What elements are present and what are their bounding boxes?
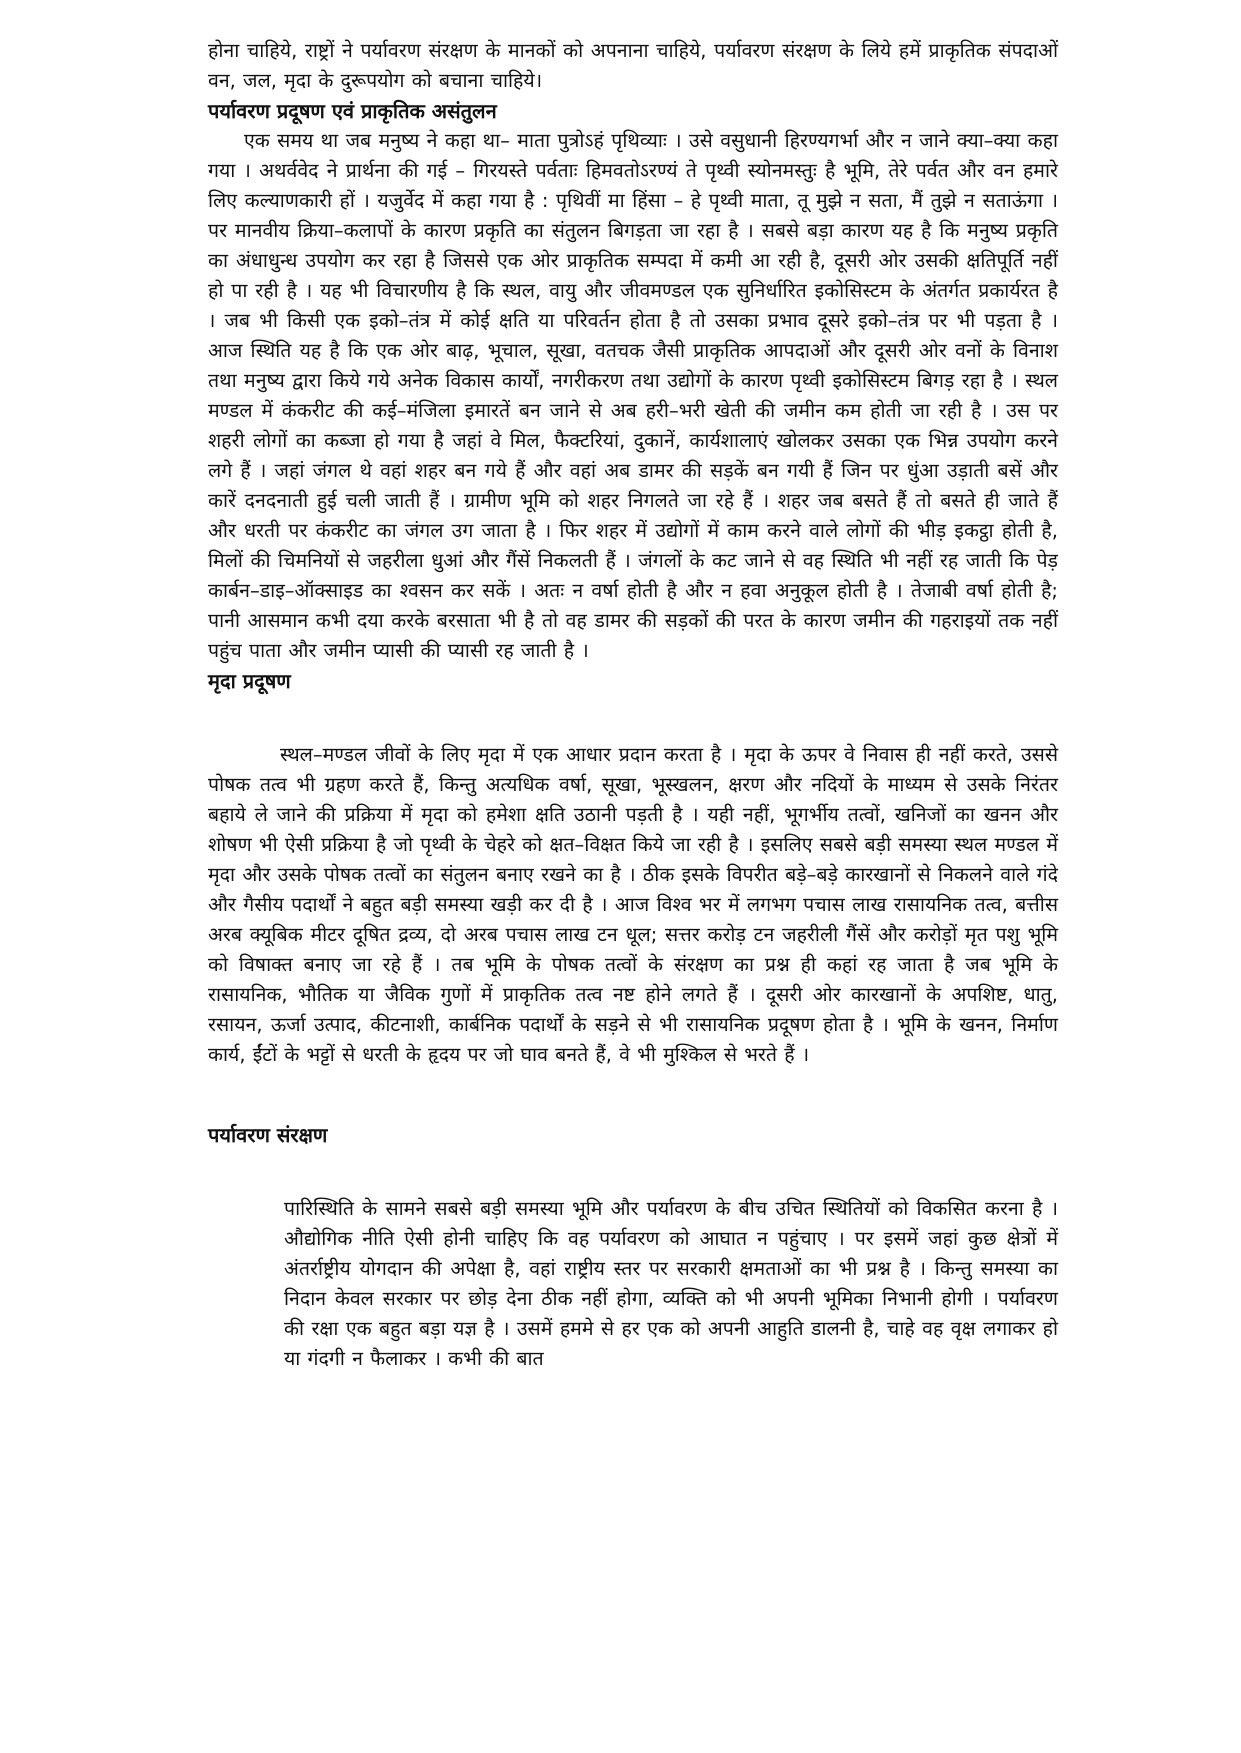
section-heading-environment-protection: पर्यावरण संरक्षण: [208, 1123, 328, 1147]
document-page: [208, 36, 1058, 1374]
pollution-imbalance-paragraph: एक समय था जब मनुष्य ने कहा था– माता पुत्रोऽहं पृथिव्याः । उसे वसुधानी हिरण्यगर्भा और न जाने क्या–क्या कहा गया । अथर्ववेद ने प्रार्थना की गई – गिरयस्ते पर्वताः हिमवतोऽरण्यं ते पृथ्वी स्योनमस्तुः है भूमि, तेरे पर्वत और वन हमारे लिए कल्याणकारी हों । यजुर्वेद में कहा गया है : पृथिवीं मा हिंसा – हे पृथ्वी माता, तू मुझे न सता, मैं तुझे न सताऊंगा । पर मानवीय क्रिया–कलापों के कारण प्रकृति का संतुलन बिगड़ता जा रहा है । सबसे बड़ा कारण यह है कि मनुष्य प्रकृति का अंधाधुन्ध उपयोग कर रहा है जिससे एक ओर प्राकृतिक सम्पदा में कमी आ रही है, दूसरी ओर उसकी क्षतिपूर्ति नहीं हो पा रही है । यह भी विचारणीय है कि स्थल, वायु और जीवमण्डल एक सुनिर्धारित इकोसिस्टम के अंतर्गत प्रकार्यरत है । जब भी किसी एक इको–तंत्र में कोई क्षति या परिवर्तन होता है तो उसका प्रभाव दूसरे इको–तंत्र पर भी पड़ता है । आज स्थिति यह है कि एक ओर बाढ़, भूचाल, सूखा, वतचक जैसी प्राकृतिक आपदाओं और दूसरी ओर वनों के विनाश तथा मनुष्य द्वारा किये गये अनेक विकास कार्यों, नगरीकरण तथा उद्योगों के कारण पृथ्वी इकोसिस्टम बिगड़ रहा है । स्थल मण्डल में कंकरीट की कई–मंजिला इमारतें बन जाने से अब हरी–भरी खेती की जमीन कम होती जा रही है । उस पर शहरी लोगों का कब्जा हो गया है जहां वे मिल, फैक्टरियां, दुकानें, कार्यशालाएं खोलकर उसका एक भिन्न उपयोग करने लगे हैं । जहां जंगल थे वहां शहर बन गये हैं और वहां अब डामर की सड़कें बन गयी हैं जिन पर धुंआ उड़ाती बसें और कारें दनदनाती हुई चली जाती हैं । ग्रामीण भूमि को शहर निगलते जा रहे हैं । शहर जब बसते हैं तो बसते ही जाते हैं और धरती पर कंकरीट का जंगल उग जाता है । फिर शहर में उद्योगों में काम करने वाले लोगों की भीड़ इकट्ठा होती है, मिलों की चिमनियों से जहरीला धुआं और गैंसें निकलती हैं । जंगलों के कट जाने से वह स्थिति भी नहीं रह जाती कि पेड़ कार्बन–डाइ–ऑक्साइड का श्वसन कर सकें । अतः न वर्षा होती है और न हवा अनुकूल होती है । तेजाबी वर्षा होती है; पानी आसमान कभी दया करके बरसाता भी है तो वह डामर की सड़कों की परत के कारण जमीन की गहराइयों तक नहीं पहुंच पाता और जमीन प्यासी की प्यासी रह जाती है ।: [208, 129, 1058, 662]
section-heading-soil-pollution: मृदा प्रदूषण: [208, 669, 291, 693]
spacer: [208, 1070, 1058, 1120]
spacer: [208, 1150, 1058, 1194]
spacer: [208, 696, 1058, 740]
soil-pollution-paragraph: स्थल–मण्डल जीवों के लिए मृदा में एक आधार प्रदान करता है । मृदा के ऊपर वे निवास ही नहीं करते, उससे पोषक तत्व भी ग्रहण करते हैं, किन्तु अत्यधिक वर्षा, सूखा, भूस्खलन, क्षरण और नदियों के माध्यम से उसके निरंतर बहाये ले जाने की प्रक्रिया में मृदा को हमेशा क्षति उठानी पड़ती है । यही नहीं, भूगर्भीय तत्वों, खनिजों का खनन और शोषण भी ऐसी प्रक्रिया है जो पृथ्वी के चेहरे को क्षत–विक्षत किये जा रही है । इसलिए सबसे बड़ी समस्या स्थल मण्डल में मृदा और उसके पोषक तत्वों का संतुलन बनाए रखने का है । ठीक इसके विपरीत बड़े–बड़े कारखानों से निकलने वाले गंदे और गैसीय पदार्थों ने बहुत बड़ी समस्या खड़ी कर दी है । आज विश्व भर में लगभग पचास लाख रासायनिक तत्व, बत्तीस अरब क्यूबिक मीटर दूषित द्रव्य, दो अरब पचास लाख टन धूल; सत्तर करोड़ टन जहरीली गैंसें और करोड़ों मृत पशु भूमि को विषाक्त बनाए जा रहे हैं । तब भूमि के पोषक तत्वों के संरक्षण का प्रश्न ही कहां रह जाता है जब भूमि के रासायनिक, भौतिक या जैविक गुणों में प्राकृतिक तत्व नष्ट होने लगते हैं । दूसरी ओर कारखानों के अपशिष्ट, धातु, रसायन, ऊर्जा उत्पाद, कीटनाशी, कार्बनिक पदार्थों के सड़ने से भी रासायनिक प्रदूषण होता है । भूमि के खनन, निर्माण कार्य, ईंटों के भट्टों से धरती के हृदय पर जो घाव बनते हैं, वे भी मुश्किल से भरते हैं ।: [208, 743, 1058, 1066]
intro-paragraph: होना चाहिये, राष्ट्रों ने पर्यावरण संरक्षण के मानकों को अपनाना चाहिये, पर्यावरण संरक्षण के लिये हमें प्राकृतिक संपदाओं वन, जल, मृदा के दुरूपयोग को बचाना चाहिये।: [208, 39, 1058, 92]
environment-protection-paragraph: पारिस्थिति के सामने सबसे बड़ी समस्या भूमि और पर्यावरण के बीच उचित स्थितियों को विकसित करना है । औद्योगिक नीति ऐसी होनी चाहिए कि वह पर्यावरण को आघात न पहुंचाए । पर इसमें जहां कुछ क्षेत्रों में अंतर्राष्ट्रीय योगदान की अपेक्षा है, वहां राष्ट्रीय स्तर पर सरकारी क्षमताओं का भी प्रश्न है । किन्तु समस्या का निदान केवल सरकार पर छोड़ देना ठीक नहीं होगा, व्यक्ति को भी अपनी भूमिका निभानी होगी । पर्यावरण की रक्षा एक बहुत बड़ा यज्ञ है । उसमें हममे से हर एक को अपनी आहुति डालनी है, चाहे वह वृक्ष लगाकर हो या गंदगी न फैलाकर । कभी की बात: [284, 1197, 1058, 1370]
section-heading-pollution-imbalance: पर्यावरण प्रदूषण एवं प्राकृतिक असंतुलन: [208, 99, 497, 123]
